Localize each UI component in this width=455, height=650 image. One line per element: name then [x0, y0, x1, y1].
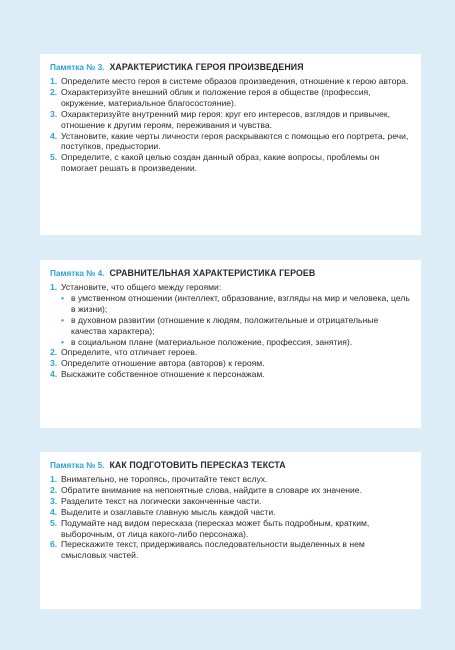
bullet-icon: •: [61, 336, 65, 347]
sub-list-item: [61, 337, 411, 348]
memo-title: КАК ПОДГОТОВИТЬ ПЕРЕСКАЗ ТЕКСТА: [109, 460, 286, 470]
item-text: Внимательно, не торопясь, прочитайте текст вслух.: [61, 474, 268, 484]
memo-card-4: [40, 260, 421, 428]
item-text: Обратите внимание на непонятные слова, найдите в словаре их значение.: [61, 484, 362, 495]
item-text: Охарактеризуйте внутренний мир героя: круг его интересов, взглядов и привычек, отношение к другим героям, переживания и чувства.: [61, 108, 391, 130]
list-item: [50, 369, 411, 380]
item-number: 2.: [50, 86, 58, 97]
bullet-icon: •: [61, 314, 65, 325]
sub-list: [50, 293, 411, 348]
item-number: 3.: [50, 108, 58, 119]
sub-item-text: в социальном плане (материальное положение, профессия, занятия).: [71, 336, 353, 347]
list-item: [50, 76, 411, 87]
item-text: Определите место героя в системе образов произведения, отношение к герою автора.: [61, 76, 409, 86]
item-number: 2.: [50, 484, 58, 495]
list-item: [50, 131, 411, 153]
list-item: [50, 109, 411, 131]
item-number: 3.: [50, 495, 58, 506]
item-number: 3.: [50, 358, 58, 369]
sub-list-item: [61, 293, 411, 315]
memo-label: Памятка № 3.: [50, 63, 105, 72]
item-text: Определите отношение автора (авторов) к героям.: [61, 358, 265, 369]
item-number: 5.: [50, 152, 58, 163]
memo-list: [50, 474, 411, 561]
item-text: Определите, с какой целью создан данный образ, какие вопросы, проблемы он помогает решать в произведении.: [61, 152, 380, 174]
list-item: [50, 347, 411, 358]
sub-item-text: в духовном развитии (отношение к людям, положительные и отрицательные качества характера);: [71, 314, 379, 336]
item-number: 6.: [50, 539, 58, 550]
memo-list: [50, 282, 411, 380]
list-item: [50, 282, 411, 293]
item-text: Разделите текст на логически законченные части.: [61, 495, 262, 506]
list-item: [50, 474, 411, 485]
memo-header: [50, 460, 411, 470]
item-text: Подумайте над видом пересказа (пересказ может быть подробным, кратким, выборочным, от лица какого-либо персонажа).: [61, 517, 370, 539]
item-text: Установите, какие черты личности героя раскрываются с помощью его портрета, речи, поступков, предыстории.: [61, 130, 409, 152]
list-item: [50, 539, 411, 561]
memo-title: СРАВНИТЕЛЬНАЯ ХАРАКТЕРИСТИКА ГЕРОЕВ: [109, 268, 316, 278]
item-number: 4.: [50, 130, 58, 141]
item-number: 4.: [50, 506, 58, 517]
list-item: [50, 152, 411, 174]
memo-list: [50, 76, 411, 174]
item-number: 1.: [50, 474, 58, 484]
memo-card-3: [40, 54, 421, 235]
item-number: 1.: [50, 76, 58, 86]
item-text: Выделите и озаглавьте главную мысль каждой части.: [61, 506, 276, 517]
item-lead-text: Установите, что общего между героями:: [61, 282, 222, 292]
memo-header: [50, 62, 411, 72]
list-item: [50, 496, 411, 507]
item-text: [61, 282, 411, 293]
item-number: 5.: [50, 517, 58, 528]
memo-title: ХАРАКТЕРИСТИКА ГЕРОЯ ПРОИЗВЕДЕНИЯ: [109, 62, 304, 72]
list-item: [50, 87, 411, 109]
item-text: Определите, что отличает героев.: [61, 347, 198, 358]
list-item: [50, 518, 411, 540]
memo-header: [50, 268, 411, 278]
sub-item-text: в умственном отношении (интеллект, образование, взгляды на мир и человека, цель в жизни);: [71, 292, 410, 314]
memo-card-5: [40, 452, 421, 609]
bullet-icon: •: [61, 292, 65, 303]
item-text: Выскажите собственное отношение к персонажам.: [61, 369, 265, 380]
item-number: 2.: [50, 347, 58, 358]
list-item: [50, 358, 411, 369]
item-number: 1.: [50, 282, 58, 292]
item-number: 4.: [50, 369, 58, 380]
memo-label: Памятка № 4.: [50, 269, 105, 278]
memo-label: Памятка № 5.: [50, 461, 105, 470]
sub-list-item: [61, 315, 411, 337]
list-item: [50, 507, 411, 518]
item-text: Перескажите текст, придерживаясь последовательности выделенных в нем смысловых частей.: [61, 539, 365, 561]
sub-list-container: [50, 293, 411, 348]
item-text: Охарактеризуйте внешний облик и положение героя в обществе (профессия, окружение, материальное благосостояние).: [61, 86, 371, 108]
list-item: [50, 485, 411, 496]
